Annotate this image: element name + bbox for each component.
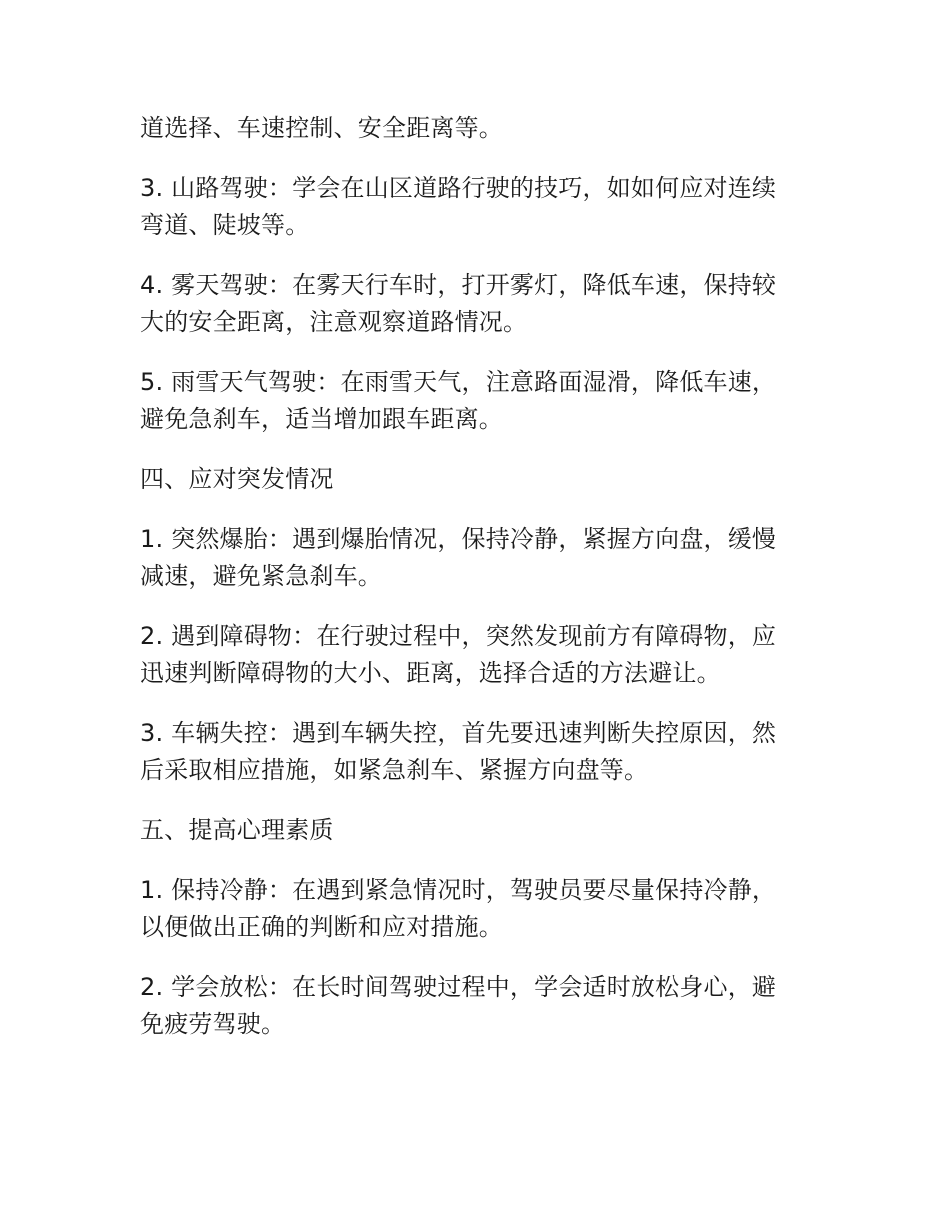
section-heading-emergencies: 四、应对突发情况 xyxy=(140,465,334,493)
paragraph-loss-of-control: 3. 车辆失控：遇到车辆失控，首先要迅速判断失控原因，然后采取相应措施，如紧急刹车、紧握方向盘等。 xyxy=(140,719,777,784)
paragraph-stay-calm: 1. 保持冷静：在遇到紧急情况时，驾驶员要尽量保持冷静，以便做出正确的判断和应对措施。 xyxy=(140,876,777,941)
paragraph-continuation: 道选择、车速控制、安全距离等。 xyxy=(140,114,503,142)
paragraph-rain-snow-driving: 5. 雨雪天气驾驶：在雨雪天气，注意路面湿滑，降低车速，避免急刹车，适当增加跟车距离。 xyxy=(140,368,777,433)
paragraph-obstacles: 2. 遇到障碍物：在行驶过程中，突然发现前方有障碍物，应迅速判断障碍物的大小、距离，选择合适的方法避让。 xyxy=(140,622,777,687)
document-body xyxy=(140,110,800,1043)
paragraph-mountain-driving: 3. 山路驾驶：学会在山区道路行驶的技巧，如如何应对连续弯道、陡坡等。 xyxy=(140,174,777,239)
paragraph-fog-driving: 4. 雾天驾驶：在雾天行车时，打开雾灯，降低车速，保持较大的安全距离，注意观察道路情况。 xyxy=(140,271,777,336)
section-heading-psychology: 五、提高心理素质 xyxy=(140,816,334,844)
paragraph-tire-blowout: 1. 突然爆胎：遇到爆胎情况，保持冷静，紧握方向盘，缓慢减速，避免紧急刹车。 xyxy=(140,525,777,590)
paragraph-relax: 2. 学会放松：在长时间驾驶过程中，学会适时放松身心，避免疲劳驾驶。 xyxy=(140,973,777,1038)
